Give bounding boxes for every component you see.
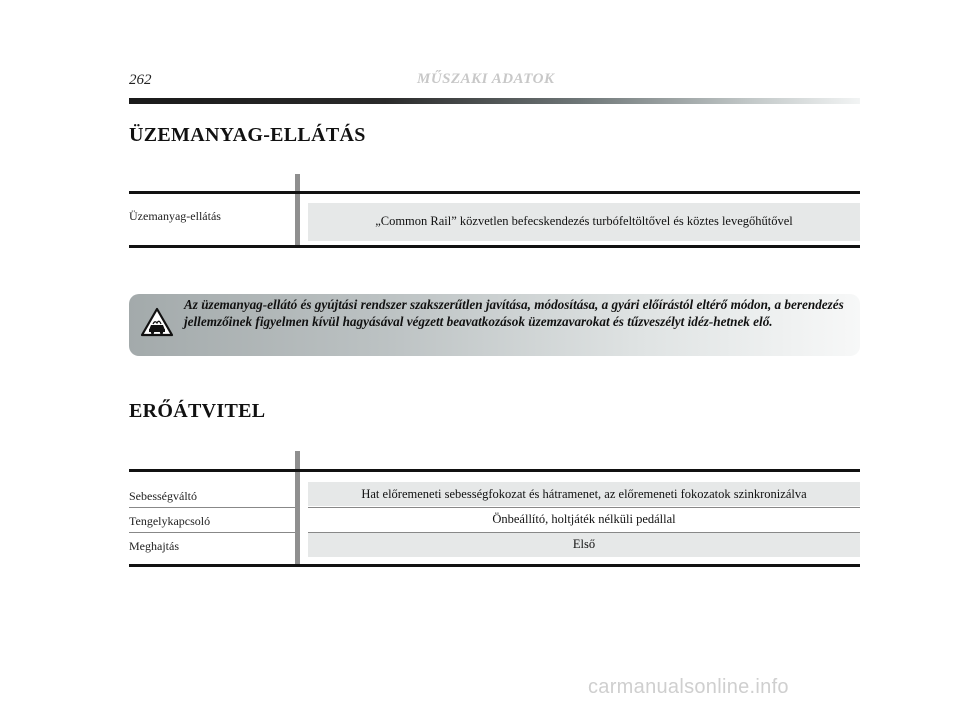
warning-text: Az üzemanyag-ellátó és gyújtási rendszer szakszerűtlen javítása, módosítása, a gyári előírástól eltérő módon, a berendezés jellemzőinek figyelmen kívül hagyásával végzett beavatkozások üzemzavarokat és tűzveszélyt idéz-hetnek elő. bbox=[184, 297, 844, 329]
warning-triangle-car-icon bbox=[140, 307, 174, 337]
table-top-rule bbox=[129, 191, 860, 194]
table-row-value: Hat előremeneti sebességfokozat és hátramenet, az előremeneti fokozatok szinkronizálva bbox=[308, 482, 860, 506]
table-row-label: Üzemanyag-ellátás bbox=[129, 209, 221, 223]
table-divider bbox=[295, 174, 300, 248]
table-row-value: „Common Rail” közvetlen befecskendezés turbófeltöltővel és köztes levegőhűtővel bbox=[308, 203, 860, 241]
table-bottom-rule bbox=[129, 245, 860, 248]
table-row-value: Első bbox=[308, 533, 860, 557]
section-title-fuel: ÜZEMANYAG-ELLÁTÁS bbox=[129, 124, 366, 146]
header-rule bbox=[129, 98, 860, 104]
table-row-label: Tengelykapcsoló bbox=[129, 514, 211, 528]
table-row-label: Meghajtás bbox=[129, 539, 179, 553]
section-title-transmission: ERŐÁTVITEL bbox=[129, 400, 266, 422]
table-bottom-rule bbox=[129, 564, 860, 567]
row-separator bbox=[129, 532, 295, 533]
running-title: MŰSZAKI ADATOK bbox=[417, 71, 555, 87]
page-number: 262 bbox=[129, 72, 152, 88]
table-row-label: Sebességváltó bbox=[129, 489, 197, 503]
row-separator bbox=[129, 507, 295, 508]
table-row-value: Önbeállító, holtjáték nélküli pedállal bbox=[308, 508, 860, 531]
watermark: carmanualsonline.info bbox=[588, 676, 789, 698]
table-top-rule bbox=[129, 469, 860, 472]
